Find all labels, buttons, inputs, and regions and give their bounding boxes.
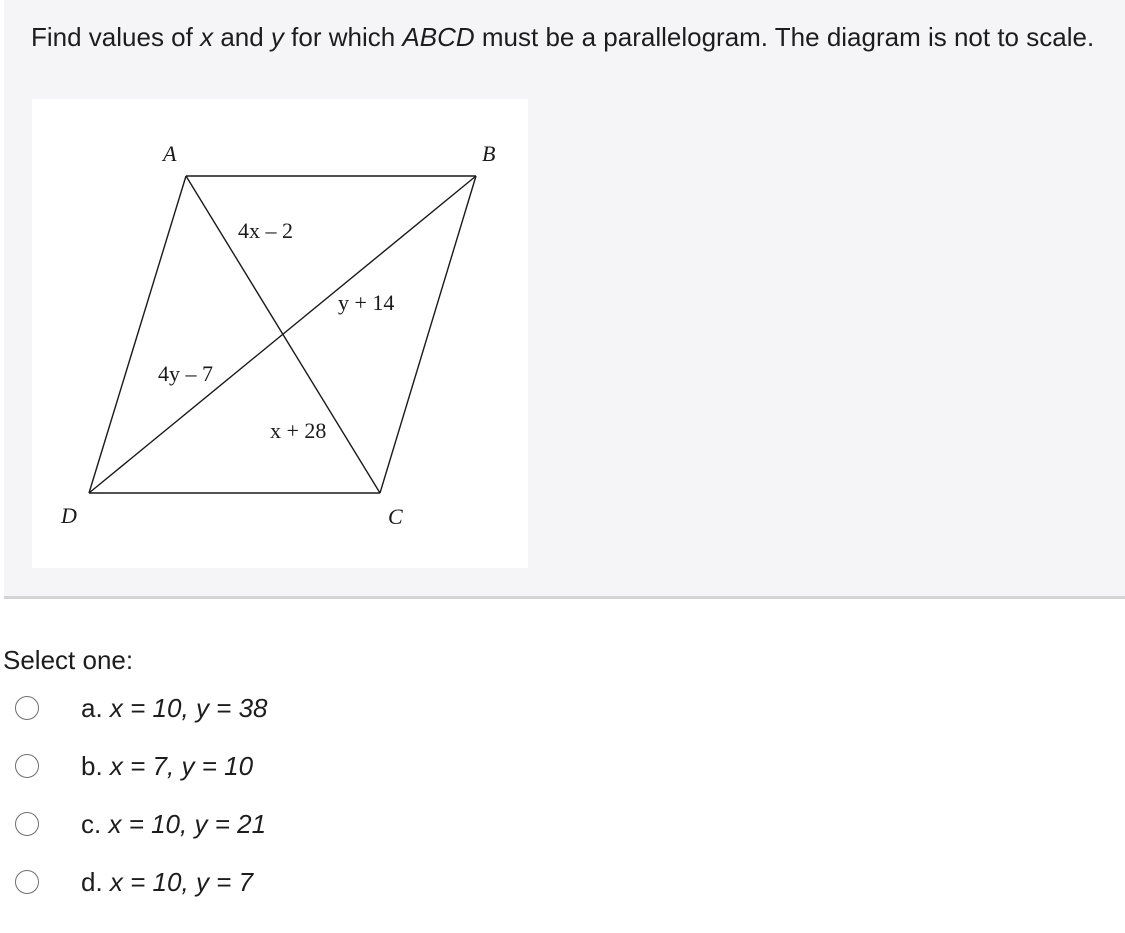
segment-label-do: 4y – 7 — [158, 361, 213, 386]
option-letter: c. — [81, 808, 102, 839]
select-one-label: Select one: — [3, 645, 134, 675]
radio-button-b[interactable] — [15, 754, 39, 778]
option-d-text — [81, 867, 253, 898]
question-text-part: for which — [283, 22, 403, 52]
radio-button-a[interactable] — [15, 696, 39, 720]
option-c-text — [81, 809, 266, 840]
segment-label-oc: x + 28 — [270, 418, 327, 443]
option-y-value: y = 38 — [195, 692, 268, 723]
vertex-label-a: A — [163, 141, 177, 166]
option-d[interactable] — [15, 862, 515, 902]
option-b[interactable] — [15, 746, 515, 786]
option-letter: a. — [81, 692, 103, 723]
option-a[interactable] — [15, 688, 515, 728]
option-b-text — [81, 751, 253, 782]
segment-label-ob: y + 14 — [338, 290, 395, 315]
option-y-value: y = 21 — [194, 808, 267, 839]
vertex-label-b: B — [482, 141, 496, 166]
side-da — [89, 176, 186, 493]
radio-button-c[interactable] — [15, 812, 39, 836]
option-x-value: x = 10, — [109, 866, 189, 897]
question-variable-y: y — [270, 22, 284, 52]
side-bc — [380, 176, 476, 493]
parallelogram-diagram — [32, 99, 528, 568]
option-y-value: y = 10 — [181, 750, 254, 781]
parallelogram-figure — [32, 99, 528, 568]
question-text-part: and — [213, 22, 271, 52]
question-text-part: Find values of — [31, 22, 201, 52]
question-shape-name: ABCD — [402, 22, 475, 52]
vertex-label-d: D — [61, 503, 77, 528]
question-box — [4, 0, 1125, 599]
question-text-part: must be a parallelogram. The diagram is not to scale. — [474, 22, 1095, 52]
option-a-text — [81, 693, 268, 724]
option-y-value: y = 7 — [195, 866, 254, 897]
question-text — [31, 16, 1121, 59]
radio-button-d[interactable] — [15, 870, 39, 894]
option-letter: b. — [81, 750, 103, 781]
option-x-value: x = 10, — [108, 808, 188, 839]
option-x-value: x = 7, — [109, 750, 175, 781]
option-x-value: x = 10, — [109, 692, 189, 723]
segment-label-ao: 4x – 2 — [238, 218, 293, 243]
option-c[interactable] — [15, 804, 515, 844]
question-variable-x: x — [200, 22, 214, 52]
option-letter: d. — [81, 866, 103, 897]
vertex-label-c: C — [388, 504, 403, 529]
